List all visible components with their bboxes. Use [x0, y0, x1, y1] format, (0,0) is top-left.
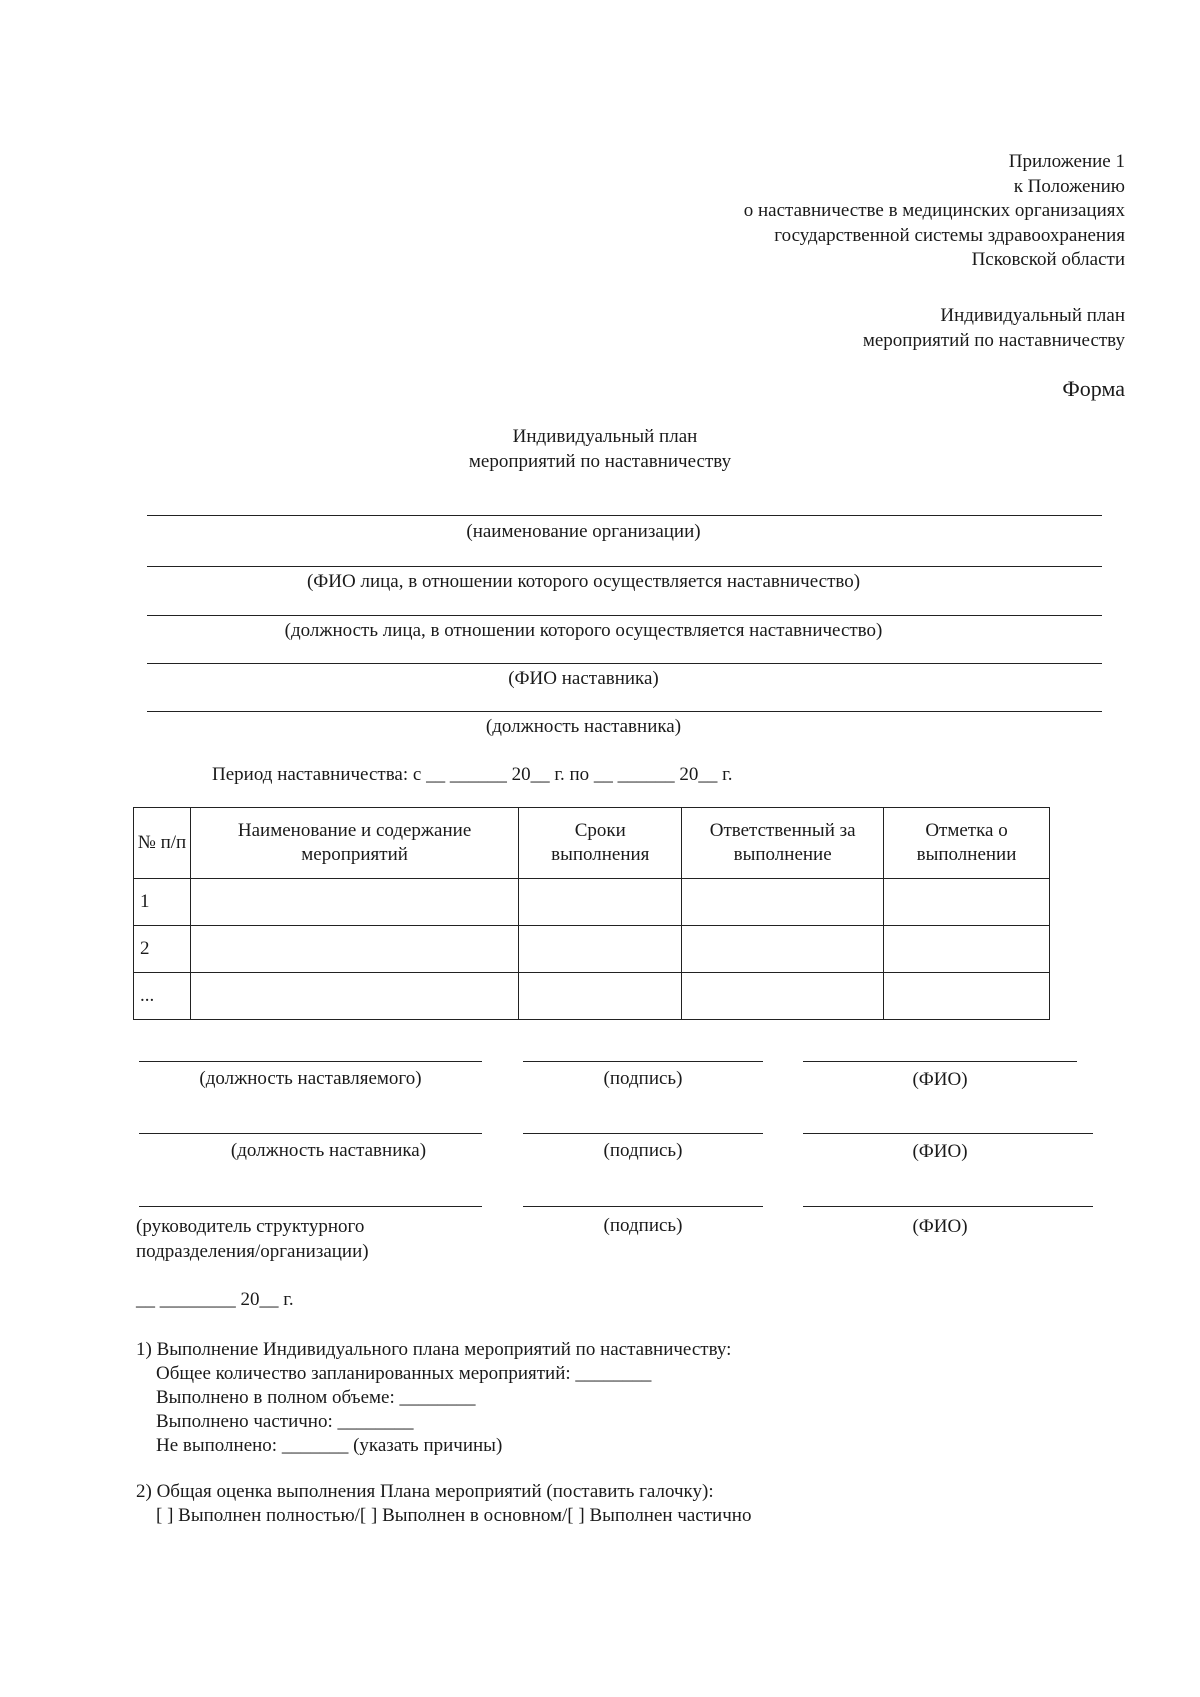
mentor-name-line[interactable]	[147, 663, 1102, 664]
activity-cell[interactable]	[190, 973, 518, 1020]
table-row	[134, 926, 1050, 973]
mentee-fio-line[interactable]	[803, 1061, 1077, 1062]
deadline-cell[interactable]	[519, 973, 682, 1020]
appendix-line: о наставничестве в медицинских организациях	[743, 200, 1125, 221]
mentee-signature-label: (подпись)	[603, 1068, 683, 1089]
mentor-name-caption: (ФИО наставника)	[508, 668, 659, 689]
date-line[interactable]: __ ________ 20__ г.	[136, 1289, 294, 1310]
responsible-cell[interactable]	[682, 973, 884, 1020]
document-title	[0, 424, 1200, 474]
head-position-signature-line[interactable]	[139, 1206, 482, 1207]
head-fio-line[interactable]	[803, 1206, 1093, 1207]
activity-cell[interactable]	[190, 926, 518, 973]
mentor-fio-label: (ФИО)	[912, 1141, 968, 1162]
activity-cell[interactable]	[190, 879, 518, 926]
column-header-deadline: Сроки выполнения	[519, 808, 682, 879]
appendix-line: государственной системы здравоохранения	[774, 224, 1125, 246]
head-fio-label: (ФИО)	[912, 1216, 968, 1237]
mentor-signature-label: (подпись)	[603, 1140, 683, 1161]
mentee-fio-label: (ФИО)	[912, 1069, 968, 1090]
completion-mark-cell[interactable]	[884, 973, 1050, 1020]
mentoring-period: Период наставничества: с __ ______ 20__ г. по __ ______ 20__ г.	[212, 764, 733, 785]
table-header-row	[134, 808, 1050, 879]
mentee-position-label: (должность наставляемого)	[199, 1068, 422, 1089]
appendix-line: к Положению	[1013, 175, 1125, 197]
appendix-line: Приложение 1	[1008, 151, 1125, 172]
head-signature-line[interactable]	[523, 1206, 763, 1207]
completion-mark-cell[interactable]	[884, 926, 1050, 973]
title-line-2: мероприятий по наставничеству	[468, 451, 732, 472]
completion-mark-cell[interactable]	[884, 879, 1050, 926]
mentor-signature-line[interactable]	[523, 1133, 763, 1134]
completed-fully-count: Выполнено в полном объеме: ________	[156, 1387, 476, 1408]
form-label: Форма	[1062, 376, 1125, 401]
column-header-number: № п/п	[134, 808, 191, 879]
responsible-cell[interactable]	[682, 879, 884, 926]
mentor-position-signature-line[interactable]	[139, 1133, 482, 1134]
report-item-1-title: 1) Выполнение Индивидуального плана мероприятий по наставничеству:	[136, 1339, 732, 1360]
appendix-subtitle-line: Индивидуальный план	[940, 305, 1125, 326]
row-number-cell: 2	[134, 926, 191, 973]
mentee-position-caption: (должность лица, в отношении которого осуществляется наставничество)	[284, 620, 883, 641]
column-header-activity: Наименование и содержание мероприятий	[190, 808, 518, 879]
report-item-2-title: 2) Общая оценка выполнения Плана мероприятий (поставить галочку):	[136, 1481, 714, 1502]
organization-caption: (наименование организации)	[466, 521, 701, 542]
deadline-cell[interactable]	[519, 926, 682, 973]
deadline-cell[interactable]	[519, 879, 682, 926]
title-line-1: Индивидуальный план	[512, 426, 698, 447]
column-header-responsible: Ответственный за выполнение	[682, 808, 884, 879]
mentee-signature-line[interactable]	[523, 1061, 763, 1062]
planned-activities-count: Общее количество запланированных мероприятий: ________	[156, 1363, 652, 1384]
column-header-completion-mark: Отметка о выполнении	[884, 808, 1050, 879]
report-section	[136, 1338, 751, 1528]
mentor-position-label: (должность наставника)	[230, 1140, 427, 1161]
head-signature-label: (подпись)	[603, 1215, 683, 1236]
mentor-position-line[interactable]	[147, 711, 1102, 712]
appendix-block	[744, 150, 1125, 273]
responsible-cell[interactable]	[682, 926, 884, 973]
mentor-fio-line[interactable]	[803, 1133, 1093, 1134]
organization-line[interactable]	[147, 515, 1102, 516]
appendix-subtitle-line: мероприятий по наставничеству	[862, 329, 1125, 351]
appendix-line: Псковской области	[971, 249, 1125, 270]
mentee-name-caption: (ФИО лица, в отношении которого осуществляется наставничество)	[306, 571, 861, 592]
mentee-position-line[interactable]	[147, 615, 1102, 616]
plan-table	[133, 807, 1050, 1020]
row-number-cell: 1	[134, 879, 191, 926]
table-row	[134, 879, 1050, 926]
head-position-label: (руководитель структурного подразделения/организации)	[136, 1216, 369, 1262]
overall-assessment-options[interactable]: [ ] Выполнен полностью/[ ] Выполнен в основном/[ ] Выполнен частично	[156, 1505, 752, 1526]
mentee-name-line[interactable]	[147, 566, 1102, 567]
mentor-position-caption: (должность наставника)	[485, 716, 682, 737]
mentee-position-signature-line[interactable]	[139, 1061, 482, 1062]
appendix-subtitle	[863, 304, 1125, 353]
not-completed-count: Не выполнено: _______ (указать причины)	[156, 1435, 503, 1456]
row-number-cell: ...	[134, 973, 191, 1020]
completed-partially-count: Выполнено частично: ________	[156, 1411, 414, 1432]
table-row	[134, 973, 1050, 1020]
